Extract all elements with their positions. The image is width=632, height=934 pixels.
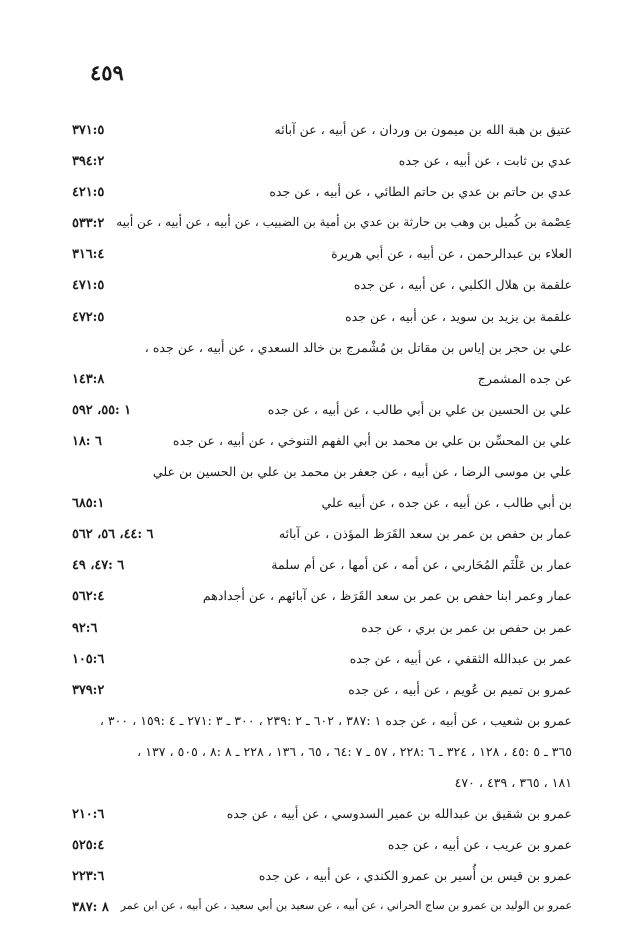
entry-reference: ١٤٣:٨ xyxy=(72,371,105,387)
index-entry xyxy=(72,367,572,398)
index-entry xyxy=(72,242,572,273)
index-entry xyxy=(72,118,572,149)
entry-text: عمار بن عَلْثَم المُحَاربي ، عن أمه ، عن أمها ، عن أم سلمة xyxy=(271,557,572,573)
entry-text: علي بن حجر بن إياس بن مقاتل بن مُشْمرج بن خالد السعدي ، عن أبيه ، عن جده ، xyxy=(144,339,572,355)
entry-reference: ٥٣٣:٢ xyxy=(72,216,105,232)
index-entry xyxy=(72,149,572,180)
index-entry xyxy=(72,522,572,553)
entry-reference: ٣٩٤:٢ xyxy=(72,154,105,170)
entry-reference: ٦ :١٨ xyxy=(72,433,102,449)
entry-text: علي بن موسى الرضا ، عن أبيه ، عن جعفر بن محمد بن علي بن الحسين بن علي xyxy=(152,464,572,480)
entry-text: عمرو بن قيس بن أُسير بن عمرو الكندي ، عن أبيه ، عن جده xyxy=(258,868,572,884)
entry-text: عدي بن ثابت ، عن أبيه ، عن جده xyxy=(398,153,572,169)
entry-text: بن أبي طالب ، عن أبيه ، عن جده ، عن أبيه علي xyxy=(321,495,572,511)
entry-text: العلاء بن عبدالرحمن ، عن أبيه ، عن أبي هريرة xyxy=(331,246,572,262)
entry-text: عِصْمة بن كُميل بن وهب بن حارثة بن عدي بن أمية بن الضبيب ، عن أبيه ، عن أبيه ، عن أبيه xyxy=(116,215,572,230)
entry-text: عمر بن حفص بن عمر بن بري ، عن جده xyxy=(361,619,572,635)
entry-text: علي بن المحسِّن بن علي بن محمد بن أبي الفهم التنوخي ، عن أبيه ، عن جده xyxy=(172,432,572,448)
index-entry xyxy=(72,273,572,304)
index-entry xyxy=(72,491,572,522)
index-entry xyxy=(72,740,572,771)
narrator-index-list xyxy=(72,118,572,926)
index-entry xyxy=(72,833,572,864)
index-entry xyxy=(72,616,572,647)
index-entry xyxy=(72,771,572,802)
index-entry xyxy=(72,895,572,926)
entry-reference: ٩٢:٦ xyxy=(72,620,98,636)
entry-text: علقمة بن هلال الكلبي ، عن أبيه ، عن جده xyxy=(353,277,572,293)
index-entry xyxy=(72,211,572,242)
entry-reference: ٦ :٤٤، ٥٦، ٥٦٢ xyxy=(72,527,154,543)
index-entry xyxy=(72,305,572,336)
entry-reference: ٢٢٣:٦ xyxy=(72,869,105,885)
index-entry xyxy=(72,864,572,895)
index-entry xyxy=(72,553,572,584)
entry-text: عمار وعمر ابنا حفص بن عمر بن سعد القَرَظ ، عن آبائهم ، عن أجدادهم xyxy=(202,588,572,604)
index-entry xyxy=(72,647,572,678)
entry-reference: ١ :٥٥، ٥٩٢ xyxy=(72,402,132,418)
entry-text: عمر بن عبدالله الثقفي ، عن أبيه ، عن جده xyxy=(349,650,572,666)
index-entry xyxy=(72,678,572,709)
entry-reference: ٤٧٢:٥ xyxy=(72,309,105,325)
entry-text: ١٨١ ، ٣٦٥ ، ٤٣٩ ، ٤٧٠ xyxy=(454,774,572,790)
entry-reference: ٨ :٣٨٧ xyxy=(72,900,109,916)
entry-reference: ٢١٠:٦ xyxy=(72,807,105,823)
entry-reference: ١٠٥:٦ xyxy=(72,651,105,667)
entry-reference: ٣٧٩:٢ xyxy=(72,682,105,698)
page-number: ٤٥٩ xyxy=(90,60,124,85)
entry-text: عمرو بن الوليد بن عمرو بن ساج الحراني ، عن أبيه ، عن سعيد بن أبي سعيد ، عن أبيه ، عن ابن عمر xyxy=(120,899,572,913)
index-entry xyxy=(72,709,572,740)
index-entry xyxy=(72,802,572,833)
entry-text: عمرو بن تميم بن عُويم ، عن أبيه ، عن جده xyxy=(348,681,572,697)
entry-reference: ٣١٦:٤ xyxy=(72,247,105,263)
entry-text: عمرو بن عريب ، عن أبيه ، عن جده xyxy=(387,837,572,853)
index-entry xyxy=(72,460,572,491)
entry-text: عن جده المشمرج xyxy=(477,370,572,386)
entry-reference: ٥٢٥:٤ xyxy=(72,838,105,854)
entry-reference: ٦٨٥:١ xyxy=(72,496,105,512)
index-entry xyxy=(72,180,572,211)
entry-text: عمرو بن شعيب ، عن أبيه ، عن جده ١ :٣٨٧ ، ٦٠٢ ـ ٢ :٢٣٩ ، ٣٠٠ ـ ٣ :٢٧١ ـ ٤ :١٥٩ ، ٣٠٠ ، xyxy=(99,712,572,728)
entry-text: علي بن الحسين بن علي بن أبي طالب ، عن أبيه ، عن جده xyxy=(267,401,572,417)
index-entry xyxy=(72,584,572,615)
entry-text: عتيق بن هبة الله بن ميمون بن وردان ، عن أبيه ، عن آبائه xyxy=(274,122,572,137)
entry-reference: ٦ :٤٧، ٤٩ xyxy=(72,558,125,574)
index-entry xyxy=(72,429,572,460)
entry-reference: ٥٦٢:٤ xyxy=(72,589,105,605)
entry-reference: ٣٧١:٥ xyxy=(72,123,105,138)
entry-reference: ٤٢١:٥ xyxy=(72,185,105,201)
entry-text: ٣٦٥ ـ ٥ :٤٥ ، ١٢٨ ، ٣٢٤ ـ ٦ :٢٢٨ ، ٥٧ ـ ٧ :٦٤ ، ٦٥ ، ١٣٦ ، ٢٢٨ ـ ٨ :٨ ، ٥٠٥ ، ١٣٧ ، xyxy=(137,743,572,759)
index-entry xyxy=(72,336,572,367)
entry-text: عمار بن حفص بن عمر بن سعد القَرَظ المؤذن ، عن آبائه xyxy=(278,526,572,542)
entry-text: عدي بن حاتم بن عدي بن حاتم الطائي ، عن أبيه ، عن جده xyxy=(269,184,572,200)
index-entry xyxy=(72,398,572,429)
entry-text: علقمة بن يزيد بن سويد ، عن أبيه ، عن جده xyxy=(345,308,572,324)
entry-text: عمرو بن شقيق بن عبدالله بن عمير السدوسي ، عن أبيه ، عن جده xyxy=(226,806,572,822)
entry-reference: ٤٧١:٥ xyxy=(72,278,105,294)
